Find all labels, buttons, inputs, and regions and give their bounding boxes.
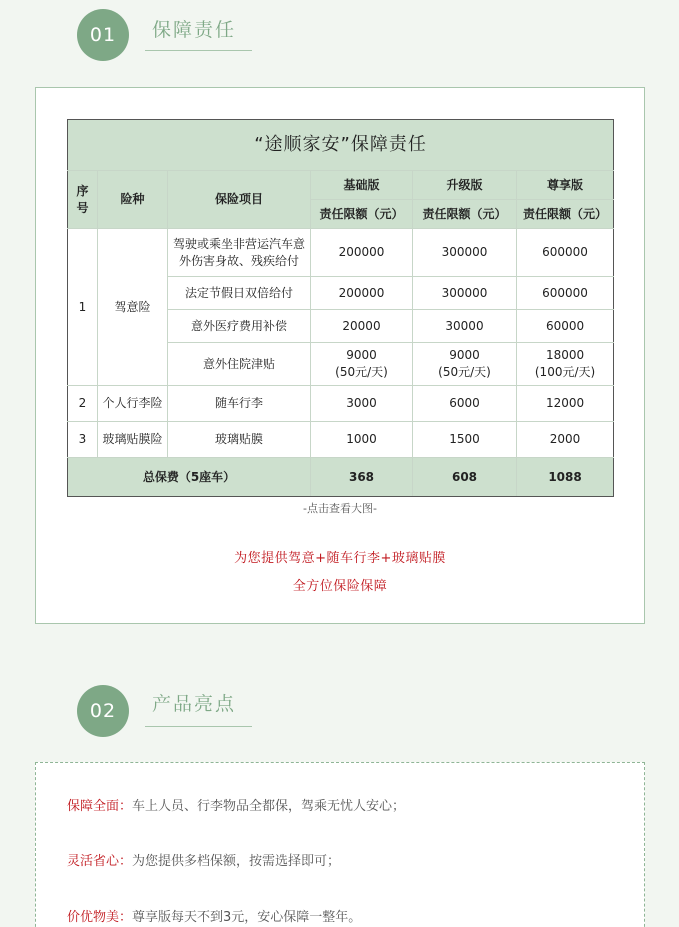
highlight-item <box>67 795 405 814</box>
row-basic-value: 9000 <box>346 348 377 363</box>
header-limit-upgrade: 责任限额（元） <box>413 200 517 229</box>
section-underline-1 <box>145 50 252 51</box>
section-title-2: 产品亮点 <box>152 693 237 715</box>
row-item: 随车行李 <box>168 386 311 422</box>
coverage-card <box>35 87 645 624</box>
row-premium: 2000 <box>517 422 614 458</box>
header-limit-basic: 责任限额（元） <box>311 200 413 229</box>
row-premium-sub: (100元/天) <box>534 365 596 379</box>
table-total-row <box>68 458 614 497</box>
highlight-text: 车上人员、行李物品全都保，驾乘无忧人安心； <box>132 799 406 814</box>
total-premium: 1088 <box>517 458 614 497</box>
coverage-table[interactable] <box>67 119 614 497</box>
row-upgrade: 30000 <box>413 310 517 343</box>
highlight-key: 灵活省心： <box>67 854 133 869</box>
row-index: 3 <box>68 422 98 458</box>
header-category: 险种 <box>98 171 168 229</box>
row-upgrade-sub: (50元/天) <box>438 365 491 379</box>
row-item: 意外住院津贴 <box>168 343 311 386</box>
table-row <box>68 386 614 422</box>
section-title-1: 保障责任 <box>152 19 237 41</box>
row-upgrade: 1500 <box>413 422 517 458</box>
row-upgrade: 6000 <box>413 386 517 422</box>
total-upgrade: 608 <box>413 458 517 497</box>
row-item: 意外医疗费用补偿 <box>168 310 311 343</box>
header-plan-upgrade: 升级版 <box>413 171 517 200</box>
row-category: 玻璃贴膜险 <box>98 422 168 458</box>
highlight-item <box>67 906 361 925</box>
table-row <box>68 422 614 458</box>
header-limit-premium: 责任限额（元） <box>517 200 614 229</box>
row-item: 驾驶或乘坐非营运汽车意外伤害身故、残疾给付 <box>168 229 311 277</box>
section-number-2: 02 <box>77 685 129 737</box>
row-category: 驾意险 <box>98 229 168 386</box>
row-basic-sub: (50元/天) <box>335 365 388 379</box>
section-underline-2 <box>145 726 252 727</box>
row-premium: 12000 <box>517 386 614 422</box>
row-category: 个人行李险 <box>98 386 168 422</box>
total-label: 总保费（5座车） <box>68 458 311 497</box>
row-upgrade-value: 9000 <box>449 348 480 363</box>
header-index: 序号 <box>68 171 98 229</box>
header-plan-basic: 基础版 <box>311 171 413 200</box>
row-basic: 200000 <box>311 277 413 310</box>
promo-line-1: 为您提供驾意+随车行李+玻璃贴膜 <box>234 551 446 566</box>
row-basic <box>311 343 413 386</box>
section-header-1 <box>77 9 237 61</box>
highlights-card <box>35 762 645 927</box>
highlight-key: 保障全面： <box>67 799 133 814</box>
row-upgrade <box>413 343 517 386</box>
highlight-key: 价优物美： <box>67 910 133 925</box>
total-basic: 368 <box>311 458 413 497</box>
section-header-2 <box>77 685 237 737</box>
table-row <box>68 229 614 277</box>
row-upgrade: 300000 <box>413 229 517 277</box>
highlight-text: 尊享版每天不到3元，安心保障一整年。 <box>132 910 362 925</box>
row-premium: 60000 <box>517 310 614 343</box>
highlight-item <box>67 850 340 869</box>
row-basic: 1000 <box>311 422 413 458</box>
row-index: 2 <box>68 386 98 422</box>
highlight-text: 为您提供多档保额，按需选择即可； <box>132 854 341 869</box>
promo-line-2: 全方位保险保障 <box>292 579 388 594</box>
row-item: 玻璃贴膜 <box>168 422 311 458</box>
row-basic: 20000 <box>311 310 413 343</box>
row-premium-value: 18000 <box>545 348 585 363</box>
row-basic: 200000 <box>311 229 413 277</box>
view-large-image-link[interactable]: -点击查看大图- <box>303 502 377 515</box>
row-premium: 600000 <box>517 277 614 310</box>
row-index: 1 <box>68 229 98 386</box>
row-basic: 3000 <box>311 386 413 422</box>
row-premium <box>517 343 614 386</box>
row-item: 法定节假日双倍给付 <box>168 277 311 310</box>
table-title: “途顺家安”保障责任 <box>68 120 614 171</box>
section-number-1: 01 <box>77 9 129 61</box>
row-upgrade: 300000 <box>413 277 517 310</box>
header-plan-premium: 尊享版 <box>517 171 614 200</box>
row-premium: 600000 <box>517 229 614 277</box>
header-item: 保险项目 <box>168 171 311 229</box>
